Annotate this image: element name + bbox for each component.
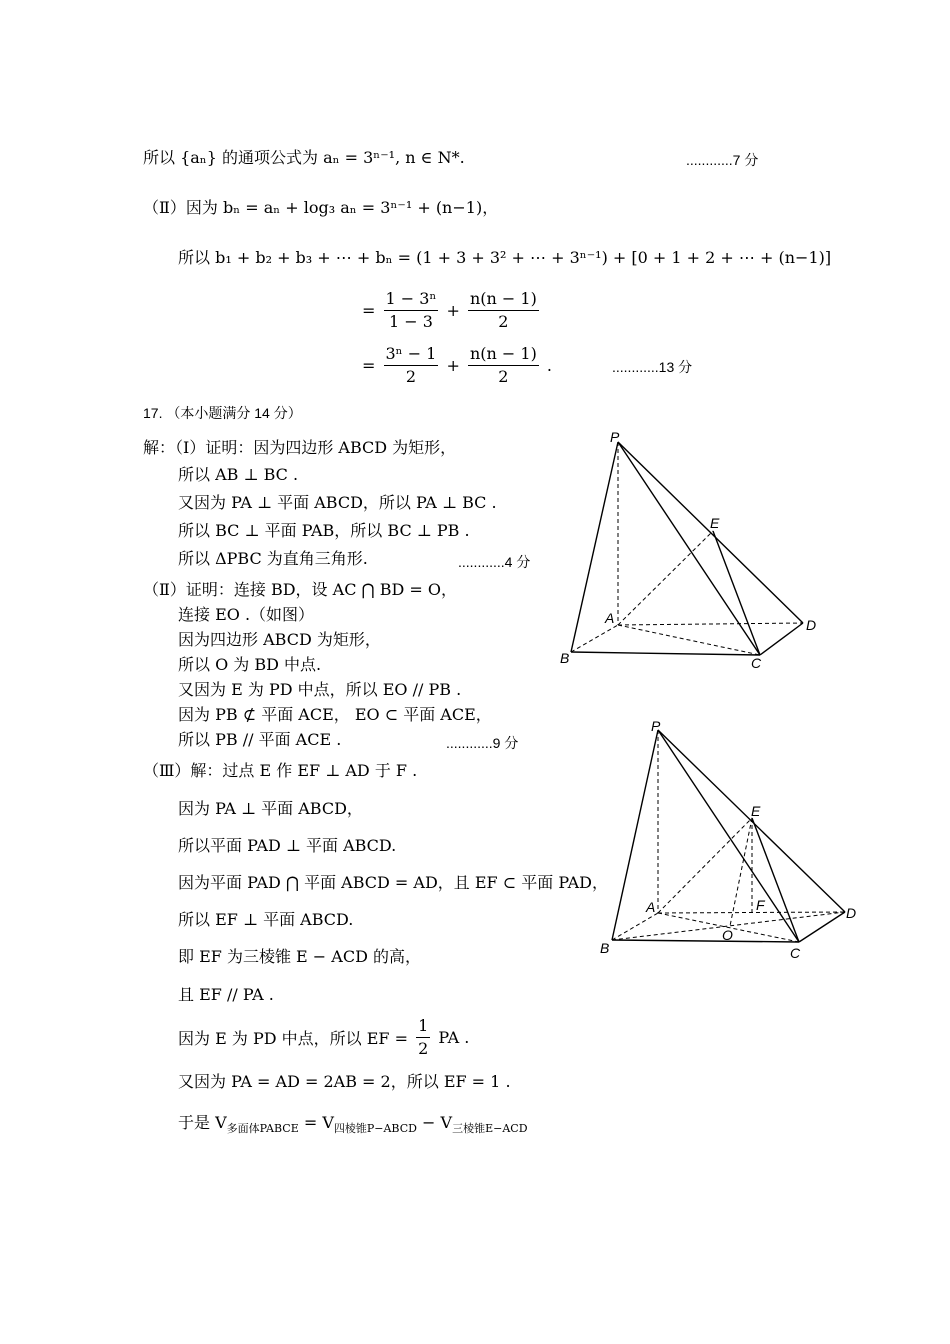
s3-line-8: 又因为 PA = AD = 2AB = 2，所以 EF = 1 .: [178, 1072, 511, 1091]
fig1-label-A: A: [605, 610, 615, 626]
s3-line-1: 因为 PA ⊥ 平面 ABCD，: [178, 799, 363, 818]
fig2-label-E: E: [751, 803, 761, 819]
s3-line-6: 且 EF // PA .: [178, 985, 274, 1004]
fig2-label-B: B: [600, 940, 610, 956]
fig1-label-C: C: [751, 655, 762, 671]
s2-line-5: 因为 PB ⊄ 平面 ACE， EO ⊂ 平面 ACE，: [178, 705, 492, 724]
s2-line-6: 所以 PB // 平面 ACE .: [178, 730, 342, 749]
s3-line-0: （Ⅲ）解：过点 E 作 EF ⊥ AD 于 F .: [143, 761, 418, 780]
fig2-label-O: O: [722, 927, 733, 943]
general-term-formula: 所以 {aₙ} 的通项公式为 aₙ = 3ⁿ⁻¹, n ∈ N*.: [143, 148, 465, 167]
s1-line-1: 所以 AB ⊥ BC .: [178, 465, 299, 484]
s1-line-0: 解：（Ⅰ）证明：因为四边形 ABCD 为矩形，: [143, 438, 457, 457]
fig2-label-C: C: [790, 945, 801, 961]
s2-line-1: 连接 EO .（如图）: [178, 605, 315, 624]
pyramid-figure-2: [595, 715, 860, 963]
sum-step-2: = $\frac{\text{3ⁿ − 1}}{2}$ + $\frac{n(n - 1)}{2}$ .: [362, 344, 552, 386]
sum-step-1: = $\frac{\text{1 − 3ⁿ}}{1 - 3}$ + $\frac{n(n - 1)}{2}$: [362, 289, 537, 331]
q17-heading: 17. （本小题满分 14 分）: [143, 405, 302, 421]
s3-line-2: 所以平面 PAD ⊥ 平面 ABCD.: [178, 836, 397, 855]
pyramid-figure-1: [550, 425, 830, 675]
fig1-label-P: P: [610, 429, 620, 445]
fig2-label-A: A: [646, 899, 656, 915]
bn-sum-expansion: 所以 b₁ + b₂ + b₃ + ⋯ + bₙ = (1 + 3 + 3² + ⋯ + 3ⁿ⁻¹) + [0 + 1 + 2 + ⋯ + (n−1)]: [178, 248, 832, 267]
fig2-label-D: D: [846, 905, 857, 921]
s2-line-0: （Ⅱ）证明：连接 BD，设 AC ⋂ BD = O，: [143, 580, 458, 599]
s3-line-4: 所以 EF ⊥ 平面 ABCD.: [178, 910, 354, 929]
s1-line-4: 所以 ΔPBC 为直角三角形.: [178, 549, 368, 568]
score-13: ............13 分: [612, 359, 693, 375]
score-4: ............4 分: [458, 554, 531, 570]
s1-line-3: 所以 BC ⊥ 平面 PAB，所以 BC ⊥ PB .: [178, 521, 470, 540]
fig1-label-B: B: [560, 650, 570, 666]
fig2-label-F: F: [756, 897, 765, 913]
fig2-label-P: P: [651, 718, 661, 734]
s3-line-9-volume: 于是 $V_{多面体PABCE} = V_{四棱锥P-ABCD} - V_{三棱锥E-ACD}$: [178, 1113, 528, 1136]
s1-line-2: 又因为 PA ⊥ 平面 ABCD，所以 PA ⊥ BC .: [178, 493, 497, 512]
fig1-label-D: D: [806, 617, 817, 633]
s3-line-3: 因为平面 PAD ⋂ 平面 ABCD = AD，且 EF ⊂ 平面 PAD，: [178, 873, 609, 892]
score-7: ............7 分: [686, 152, 759, 168]
fig1-label-E: E: [710, 515, 720, 531]
s3-line-5: 即 EF 为三棱锥 E − ACD 的高，: [178, 947, 422, 966]
s2-line-2: 因为四边形 ABCD 为矩形，: [178, 630, 381, 649]
s2-line-3: 所以 O 为 BD 中点.: [178, 655, 322, 674]
s3-line-7: 因为 E 为 PD 中点，所以 EF = $\frac{1}{2}$ PA .: [178, 1016, 470, 1058]
s2-line-4: 又因为 E 为 PD 中点，所以 EO // PB .: [178, 680, 462, 699]
bn-definition: （Ⅱ）因为 bₙ = aₙ + log₃ aₙ = 3ⁿ⁻¹ + (n−1)，: [143, 198, 499, 217]
score-9: ............9 分: [446, 735, 519, 751]
